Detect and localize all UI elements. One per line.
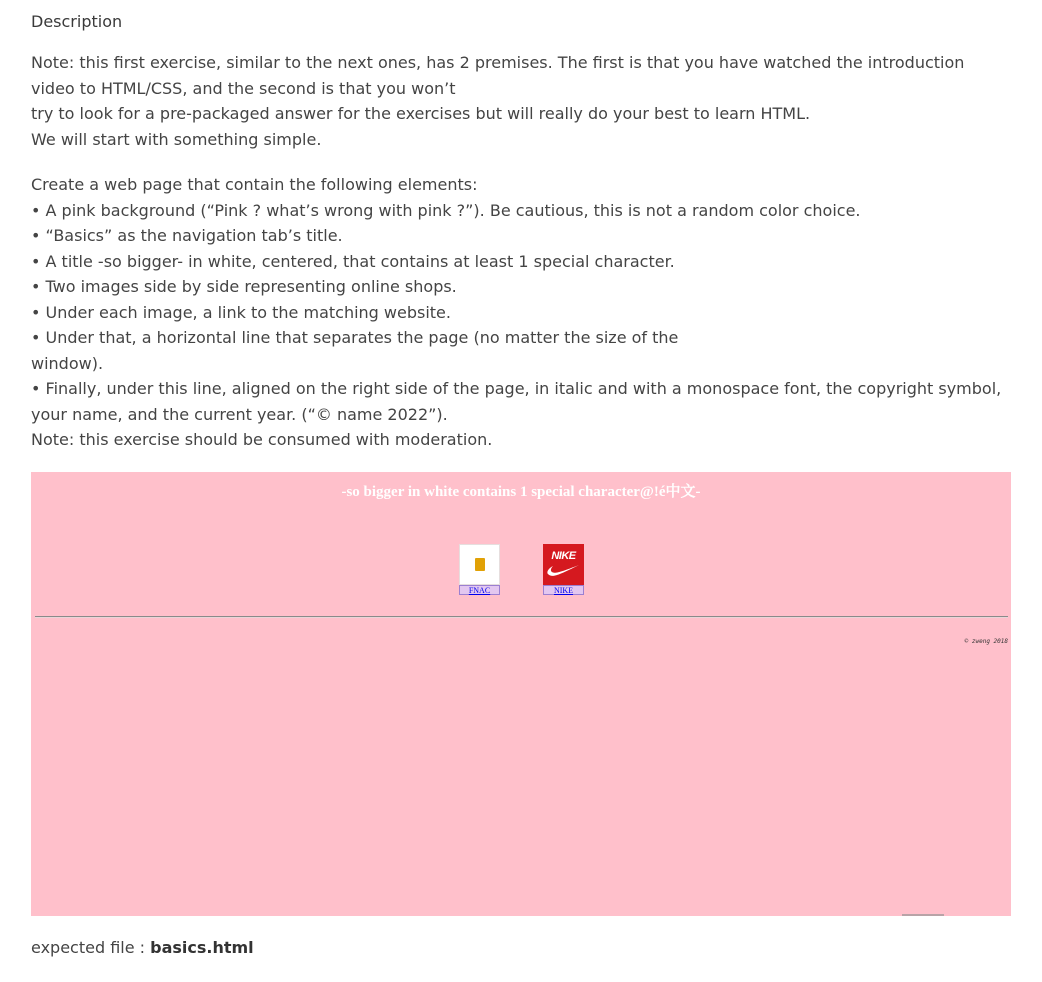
list-line: Create a web page that contain the following elements: <box>31 175 478 194</box>
section-heading: Description <box>31 12 123 31</box>
intro-line: try to look for a pre-packaged answer for the exercises but will really do your best to learn HTML. <box>31 104 811 123</box>
list-line: • A title -so bigger- in white, centered, that contains at least 1 special character. <box>31 251 675 271</box>
fnac-mark <box>475 558 485 571</box>
horizontal-divider <box>35 616 1008 618</box>
copyright-text: © zweng 2018 <box>964 638 1008 645</box>
swoosh-icon <box>547 562 580 578</box>
expected-file <box>31 938 254 957</box>
list-line: • “Basics” as the navigation tab’s title. <box>31 226 343 245</box>
preview-title: -so bigger in white contains 1 special character@!é中文- <box>341 484 701 500</box>
requirements-list <box>31 172 1011 453</box>
list-line: Note: this exercise should be consumed with moderation. <box>31 430 493 449</box>
list-line: • A pink background (“Pink ? what’s wrong with pink ?”). Be cautious, this is not a random color choice. <box>31 200 861 220</box>
shop-fnac <box>459 544 500 595</box>
expected-label: expected file : <box>31 938 151 957</box>
list-line: • Under that, a horizontal line that separates the page (no matter the size of the <box>31 328 679 347</box>
nike-logo-icon[interactable] <box>543 544 584 585</box>
nike-link[interactable]: NIKE <box>543 585 584 595</box>
intro-line: We will start with something simple. <box>31 129 322 149</box>
expected-filename: basics.html <box>150 938 254 957</box>
list-line: • Finally, under this line, aligned on the right side of the page, in italic and with a monospace font, the copyright symbol, your name, and the current year. (“© name 2022”). <box>31 379 1002 424</box>
shop-nike <box>543 544 584 595</box>
intro-line: Note: this first exercise, similar to the next ones, has 2 premises. The first is that you have watched the introduction video to HTML/CSS, and the second is that you won’t <box>31 53 965 98</box>
fnac-logo-icon[interactable] <box>459 544 500 585</box>
list-line: • Two images side by side representing online shops. <box>31 277 457 296</box>
fnac-link[interactable]: FNAC <box>459 585 500 595</box>
example-preview <box>31 472 1011 916</box>
intro-text <box>31 50 1011 152</box>
nike-logo-text: NIKE <box>551 550 576 562</box>
preview-scrollbar[interactable] <box>902 914 944 916</box>
list-line: • Under each image, a link to the matching website. <box>31 302 451 322</box>
list-line: window). <box>31 353 104 373</box>
